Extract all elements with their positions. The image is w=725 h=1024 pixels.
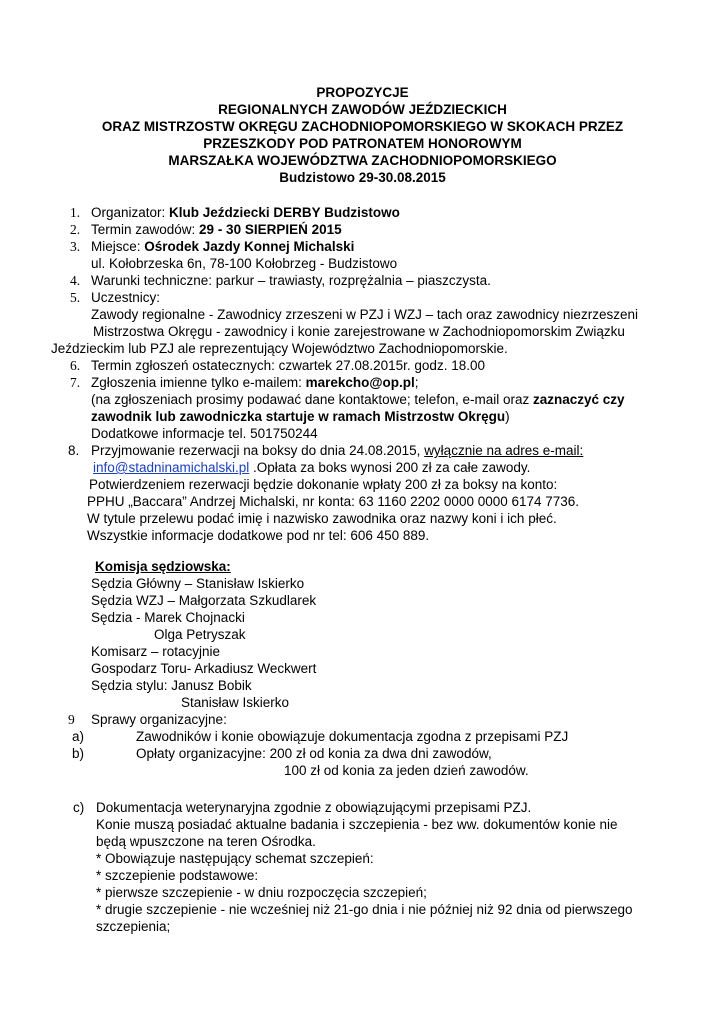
org-title: Sprawy organizacyjne:: [91, 712, 227, 727]
item-number: 1.: [70, 205, 81, 220]
registration-line: [91, 408, 510, 425]
commission-line: Sędzia WZJ – Małgorzata Szkudlarek: [91, 593, 317, 608]
commission-line: Sędzia Główny – Stanisław Iskierko: [91, 576, 305, 591]
registration-note: (na zgłoszeniach prosimy podawać dane kontaktowe; telefon, e-mail oraz: [91, 392, 533, 407]
org-c-line: * szczepienie podstawowe:: [96, 868, 259, 883]
date-value: 29 - 30 SIERPIEŃ 2015: [199, 222, 342, 237]
participants-line: Mistrzostwa Okręgu - zawodnicy i konie zarejestrowane w Zachodniopomorskim Związku: [93, 324, 625, 339]
org-c-line: * Obowiązuje następujący schemat szczepień:: [96, 851, 374, 866]
organizer-label: Organizator:: [91, 205, 170, 220]
participants-line: Jeździeckim lub PZJ ale reprezentujący Województwo Zachodniopomorskie.: [51, 341, 508, 356]
document-title: [0, 84, 725, 186]
registration-note-bold: zaznaczyć czy: [533, 392, 625, 407]
registration-line: [91, 391, 625, 408]
registration-label: Zgłoszenia imienne tylko e-mailem:: [91, 375, 306, 390]
item-date: [91, 221, 342, 238]
org-b-label: b): [72, 746, 85, 761]
item-participants: Uczestnicy:: [91, 290, 161, 305]
item-number: 3.: [70, 239, 81, 254]
date-label: Termin zawodów:: [91, 222, 200, 237]
registration-email[interactable]: marekcho@op.pl: [305, 375, 415, 390]
org-b-text: 100 zł od konia za jeden dzień zawodów.: [284, 763, 529, 778]
item-boxes: [91, 442, 583, 459]
registration-note-bold: zawodnik lub zawodniczka startuje w ramach Mistrzostw Okręgu: [91, 409, 506, 424]
title-line: REGIONALNYCH ZAWODÓW JEŹDZIECKICH: [218, 102, 507, 117]
commission-line: Gospodarz Toru- Arkadiusz Weckwert: [91, 661, 317, 676]
registration-note-end: ): [505, 409, 510, 424]
org-c-line: Dokumentacja weterynaryjna zgodnie z obowiązującymi przepisami PZJ.: [96, 800, 532, 815]
item-registration: [91, 374, 419, 391]
boxes-line: PPHU „Baccara” Andrzej Michalski, nr konta: 63 1160 2202 0000 0000 6174 7736.: [87, 494, 580, 509]
boxes-line: W tytule przelewu podać imię i nazwisko zawodnika oraz nazwy koni i ich płeć.: [87, 511, 557, 526]
boxes-fee: .Opłata za boks wynosi 200 zł za całe zawody.: [249, 460, 531, 475]
boxes-email-link[interactable]: info@stadninamichalski.pl: [93, 460, 250, 475]
item-organizer: [91, 204, 400, 221]
title-line: Budzistowo 29-30.08.2015: [279, 170, 446, 185]
org-c-line: * drugie szczepienie - nie wcześniej niż 21-go dnia i nie później niż 92 dnia od pierwszego: [96, 902, 633, 917]
commission-line: Stanisław Iskierko: [181, 695, 290, 710]
title-line: MARSZAŁKA WOJEWÓDZTWA ZACHODNIOPOMORSKIEGO: [168, 153, 557, 168]
registration-after: ;: [414, 375, 419, 390]
place-value: Ośrodek Jazdy Konnej Michalski: [144, 239, 355, 254]
boxes-text-underlined: wyłącznie na adres e-mail:: [424, 443, 584, 458]
org-a-label: a): [72, 729, 85, 744]
title-line: PROPOZYCJE: [316, 85, 409, 100]
commission-line: Olga Petryszak: [154, 627, 246, 642]
commission-line: Sędzia stylu: Janusz Bobik: [91, 678, 252, 693]
org-c-line: * pierwsze szczepienie - w dniu rozpoczęcia szczepień;: [96, 885, 427, 900]
commission-line: Sędzia - Marek Chojnacki: [91, 610, 245, 625]
commission-title: Komisja sędziowska:: [95, 559, 231, 574]
title-line: PRZESZKODY POD PATRONATEM HONOROWYM: [203, 136, 522, 151]
boxes-line: Wszystkie informacje dodatkowe pod nr tel: 606 450 889.: [87, 528, 430, 543]
org-c-line: szczepienia;: [96, 919, 171, 934]
item-number: 2.: [70, 222, 81, 237]
title-line: ORAZ MISTRZOSTW OKRĘGU ZACHODNIOPOMORSKIEGO W SKOKACH PRZEZ: [101, 119, 624, 134]
participants-line: Zawody regionalne - Zawodnicy zrzeszeni w PZJ i WZJ – tach oraz zawodnicy niezrzeszeni: [91, 307, 638, 322]
org-c-line: będą wpuszczone na teren Ośrodka.: [96, 834, 316, 849]
org-c-label: c): [73, 800, 85, 815]
item-number: 6.: [70, 358, 81, 373]
item-technical: Warunki techniczne: parkur – trawiasty, rozprężalnia – piaszczysta.: [91, 273, 491, 288]
place-label: Miejsce:: [91, 239, 145, 254]
boxes-text: Przyjmowanie rezerwacji na boksy do dnia 24.08.2015,: [91, 443, 425, 458]
place-address: ul. Kołobrzeska 6n, 78-100 Kołobrzeg - Budzistowo: [91, 256, 398, 271]
commission-line: Komisarz – rotacyjnie: [91, 644, 221, 659]
item-number: 8.: [68, 443, 80, 458]
item-number: 5.: [70, 290, 81, 305]
item-number: 9: [68, 712, 75, 727]
item-place: [91, 238, 354, 255]
org-b-text: Opłaty organizacyjne: 200 zł od konia za dwa dni zawodów,: [136, 746, 492, 761]
org-c-line: Konie muszą posiadać aktualne badania i szczepienia - bez ww. dokumentów konie nie: [96, 817, 618, 832]
organizer-value: Klub Jeździecki DERBY Budzistowo: [169, 205, 400, 220]
registration-phone: Dodatkowe informacje tel. 501750244: [91, 426, 318, 441]
item-deadline: Termin zgłoszeń ostatecznych: czwartek 27.08.2015r. godz. 18.00: [91, 358, 485, 373]
org-a-text: Zawodników i konie obowiązuje dokumentacja zgodna z przepisami PZJ: [136, 729, 569, 744]
boxes-line: [93, 459, 530, 476]
boxes-line: Potwierdzeniem rezerwacji będzie dokonanie wpłaty 200 zł za boksy na konto:: [89, 477, 558, 492]
item-number: 4.: [70, 273, 81, 288]
item-number: 7.: [70, 375, 81, 390]
